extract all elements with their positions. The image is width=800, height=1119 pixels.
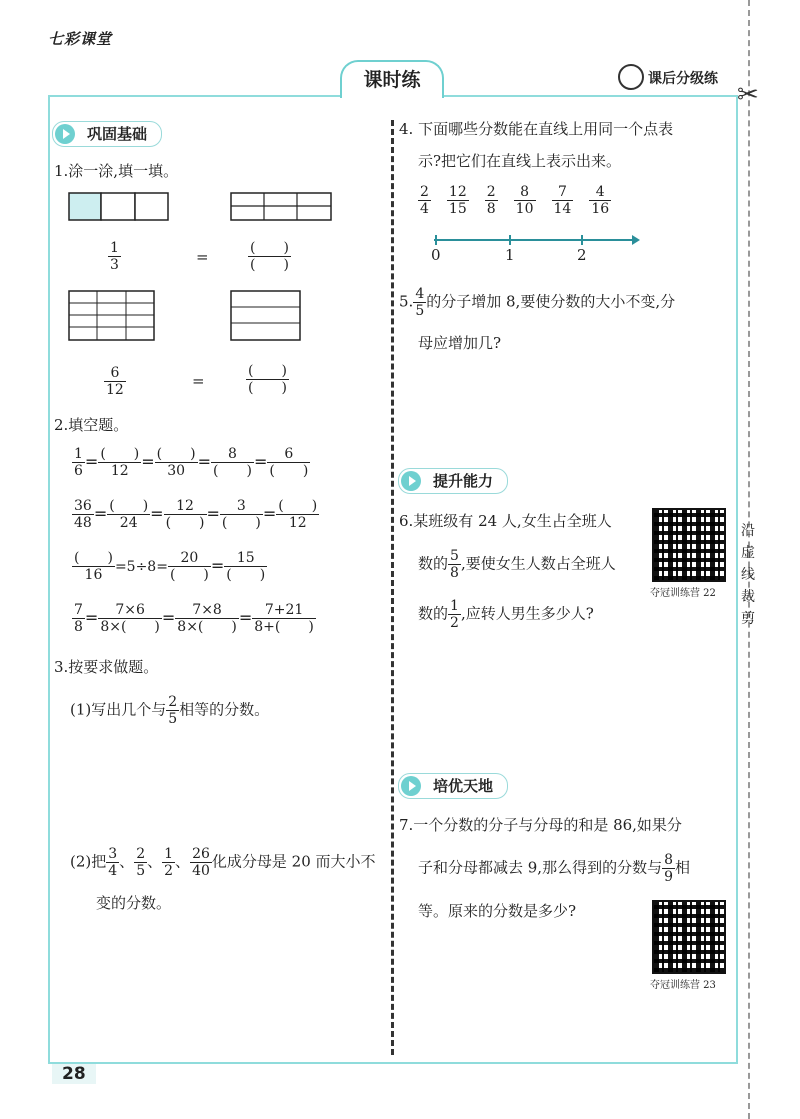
q1-label: 1.涂一涂,填一填。 xyxy=(54,162,179,180)
q2-line-2[interactable]: $\frac{36}{48}$ = $\frac{( )}{24}$ = $\frac{12}{( )}$ = $\frac{3}{( )}$ = $\frac{( )}{12}$ xyxy=(74,498,318,531)
page-number: 28 xyxy=(52,1064,96,1084)
qr-code-22[interactable] xyxy=(652,508,726,582)
q4-number-line[interactable] xyxy=(426,232,642,248)
q4-tick-2: 2 xyxy=(577,246,587,264)
q4-tick-0: 0 xyxy=(431,246,441,264)
q1-grid-twelfths xyxy=(68,290,156,342)
qr-code-23[interactable] xyxy=(652,900,726,974)
q2-line-4[interactable]: $\frac{7}{8}$ = $\frac{7\times 6}{8\times( )}$ = $\frac{7\times 8}{8\times( )}$ = $\frac{7+21}{8+( )}$ xyxy=(74,602,314,635)
cut-instruction: 沿虚线裁剪 xyxy=(741,523,755,627)
qr-caption-23: 夺冠训练营 23 xyxy=(650,980,716,991)
q1-answer-2[interactable]: $\frac{( )}{( )}$ xyxy=(248,363,287,396)
q1-frac-1: $\frac{1}{3}$ xyxy=(110,240,119,273)
q1-answer-1[interactable]: $\frac{( )}{( )}$ xyxy=(250,240,289,273)
section-advanced: 培优天地 xyxy=(398,773,508,799)
q1-eq-2: = xyxy=(192,372,205,390)
q7-line-3: 等。原来的分数是多少? xyxy=(418,902,577,920)
q2-line-1[interactable]: $\frac{1}{6}$ = $\frac{( )}{12}$ = $\frac{( )}{30}$ = $\frac{8}{( )}$ = $\frac{6}{( )}$ xyxy=(74,446,309,479)
q1-bar-blank xyxy=(230,192,332,222)
q3-part1: (1)写出几个与 $\frac{2}{5}$ 相等的分数。 xyxy=(70,694,270,727)
play-icon xyxy=(401,776,421,796)
clock-icon xyxy=(618,64,644,90)
q4-tick-1: 1 xyxy=(505,246,515,264)
play-icon xyxy=(55,124,75,144)
q4-line-2: 示?把它们在直线上表示出来。 xyxy=(418,152,622,170)
q6-line-2: 数的 $\frac{5}{8}$ ,要使女生人数占全班人 xyxy=(418,548,616,581)
column-divider xyxy=(391,120,394,1055)
q7-line-2: 子和分母都减去 9,那么得到的分数与 $\frac{8}{9}$ 相 xyxy=(418,852,691,885)
qr-caption-22: 夺冠训练营 22 xyxy=(650,588,716,599)
q2-line-3[interactable]: $\frac{( )}{16}$ =5÷8= $\frac{20}{( )}$ = $\frac{15}{( )}$ xyxy=(74,550,266,583)
q1-frac-2: $\frac{6}{12}$ xyxy=(106,365,124,398)
q7-line-1: 7.一个分数的分子与分母的和是 86,如果分 xyxy=(399,816,682,834)
scissors-icon: ✂ xyxy=(737,80,759,110)
q4-line-1: 4. 下面哪些分数能在直线上用同一个点表 xyxy=(399,120,674,138)
brand-logo: 七彩课堂 xyxy=(48,30,113,48)
q3-label: 3.按要求做题。 xyxy=(54,658,159,676)
q1-eq-1: = xyxy=(196,248,209,266)
q4-fractions: $\frac{2}{4}$ $\frac{12}{15}$ $\frac{2}{8}$ $\frac{8}{10}$ $\frac{7}{14}$ $\frac{4}{16}$ xyxy=(420,184,610,217)
q6-line-1: 6.某班级有 24 人,女生占全班人 xyxy=(399,512,612,530)
q3-part2: (2)把 $\frac{3}{4}$ 、 $\frac{2}{5}$ 、 $\frac{1}{2}$ 、 $\frac{26}{40}$ 化成分母是 20 而大小不 xyxy=(70,846,376,879)
header-subtitle: 课后分级练 xyxy=(648,71,718,87)
play-icon xyxy=(401,471,421,491)
q1-bar-thirds xyxy=(68,192,170,222)
q1-grid-blank xyxy=(230,290,302,342)
q2-label: 2.填空题。 xyxy=(54,416,129,434)
page-title: 课时练 xyxy=(340,60,444,98)
q6-line-3: 数的 $\frac{1}{2}$ ,应转人男生多少人? xyxy=(418,598,594,631)
section-improve: 提升能力 xyxy=(398,468,508,494)
q3-part2-cont: 变的分数。 xyxy=(96,894,172,912)
q5-line-2: 母应增加几? xyxy=(418,334,502,352)
section-basics: 巩固基础 xyxy=(52,121,162,147)
q5-line-1: 5. $\frac{4}{5}$ 的分子增加 8,要使分数的大小不变,分 xyxy=(399,286,676,319)
